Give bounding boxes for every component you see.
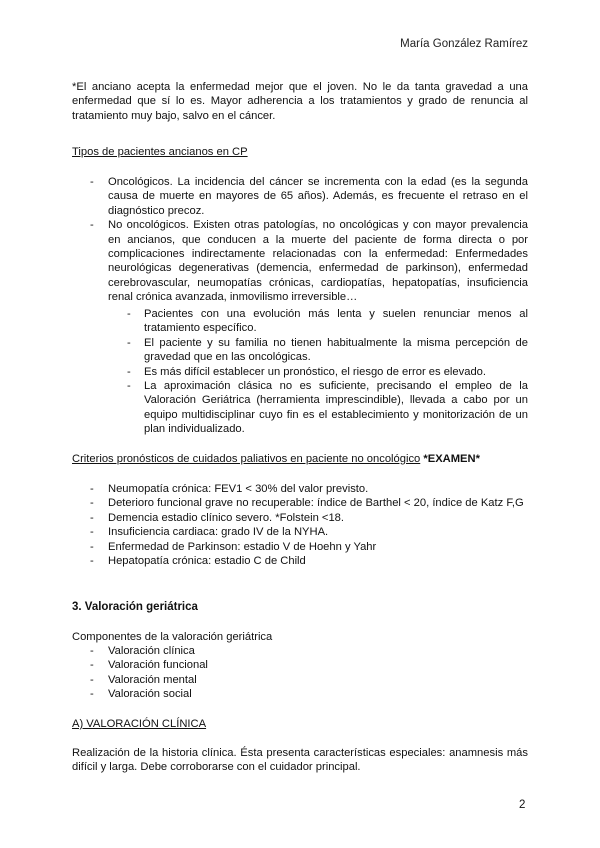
list-dash: - [90, 483, 94, 495]
tipos-heading: Tipos de pacientes ancianos en CP [72, 146, 248, 158]
list-item [72, 175, 528, 218]
list-item [72, 336, 528, 365]
criterios-list [72, 482, 528, 568]
list-dash: - [90, 688, 94, 701]
list-item-text: Enfermedad de Parkinson: estadio V de Hoehn y Yahr [108, 540, 377, 553]
list-item [72, 554, 528, 568]
list-item [72, 482, 528, 496]
list-item [72, 496, 528, 510]
list-dash: - [90, 645, 94, 657]
list-dash: - [90, 511, 94, 524]
list-item-text: El paciente y su familia no tienen habitualmente la misma percepción de gravedad que en las oncológicas. [144, 336, 528, 364]
exam-tag: *EXAMEN* [423, 453, 480, 465]
list-dash: - [90, 176, 94, 188]
list-dash: - [127, 380, 131, 393]
list-dash: - [90, 673, 94, 686]
list-item [72, 511, 528, 525]
componentes-label: Componentes de la valoración geriátrica [72, 631, 273, 643]
list-item [72, 307, 528, 336]
list-item-text: Oncológicos. La incidencia del cáncer se incrementa con la edad (es la segunda causa de muerte en mayores de 65 años). Además, es frecuente el retraso en el diagnóstico precoz. [108, 176, 528, 217]
list-item [72, 658, 528, 672]
list-dash: - [90, 555, 94, 568]
criterios-heading: Criterios pronósticos de cuidados paliativos en paciente no oncológico [72, 453, 421, 465]
no-oncologicos-sublist [72, 307, 528, 437]
criterios-heading-line [72, 452, 528, 466]
list-item [72, 218, 528, 304]
list-item-text: Es más difícil establecer un pronóstico, el riesgo de error es elevado. [144, 365, 487, 378]
list-item-text: No oncológicos. Existen otras patologías, no oncológicas y con mayor prevalencia en ancianos, que conducen a la muerte del paciente de forma directa o por complicaciones indirectamente relacionadas con la enfermedad: Enfermedades neurológicas degenerativas (demencia, enfermedad de parkinson), enfermedad cerebrovascular, neumopatías crónicas, cardiopatías, hepatopatías, insuficiencia renal crónica avanzada, inmovilismo irreversible… [108, 219, 528, 304]
list-item [72, 687, 528, 701]
list-dash: - [90, 540, 94, 553]
list-item-text: Pacientes con una evolución más lenta y suelen renunciar menos al tratamiento específico. [144, 308, 528, 335]
intro-paragraph: *El anciano acepta la enfermedad mejor que el joven. No le da tanta gravedad a una enfermedad que sí lo es. Mayor adherencia a los tratamientos y grado de renuncia al tratamiento muy bajo, salvo en el cáncer. [72, 81, 528, 122]
list-item-text: Valoración social [108, 688, 192, 701]
page-number: 2 [519, 799, 526, 811]
valoracion-clinica-paragraph: Realización de la historia clínica. Ésta presenta características especiales: anamnesis más difícil y larga. Debe corroborarse con el cuidador principal. [72, 747, 528, 774]
list-item-text: Demencia estadio clínico severo. *Folstein <18. [108, 511, 344, 524]
list-item-text: Valoración clínica [108, 645, 195, 657]
tipos-list [72, 175, 528, 305]
list-item [72, 540, 528, 554]
list-dash: - [90, 526, 94, 539]
list-item [72, 525, 528, 539]
list-dash: - [127, 365, 131, 378]
list-item-text: Neumopatía crónica: FEV1 < 30% del valor previsto. [108, 483, 369, 495]
list-item-text: Valoración mental [108, 673, 197, 686]
list-item [72, 673, 528, 687]
list-dash: - [90, 219, 94, 232]
list-dash: - [127, 308, 131, 320]
componentes-list [72, 644, 528, 702]
list-item [72, 644, 528, 658]
list-item-text: Hepatopatía crónica: estadio C de Child [108, 555, 306, 568]
list-item-text: Insuficiencia cardiaca: grado IV de la NYHA. [108, 526, 329, 539]
list-item-text: Valoración funcional [108, 659, 208, 672]
list-dash: - [127, 336, 131, 349]
list-item [72, 365, 528, 379]
list-item [72, 379, 528, 437]
list-item-text: Deterioro funcional grave no recuperable: índice de Barthel < 20, índice de Katz F,G [108, 497, 524, 510]
section-title-valoracion: 3. Valoración geriátrica [72, 601, 198, 613]
page-header-author: María González Ramírez [400, 38, 528, 50]
list-item-text: La aproximación clásica no es suficiente, precisando el empleo de la Valoración Geriátrica (herramienta imprescindible), llevada a cabo por un equipo multidisciplinar cuyo fin es el establecimiento y monitorización de un plan individualizado. [144, 380, 528, 436]
valoracion-clinica-heading: A) VALORACIÓN CLÍNICA [72, 718, 207, 730]
list-dash: - [90, 497, 94, 510]
list-dash: - [90, 659, 94, 672]
